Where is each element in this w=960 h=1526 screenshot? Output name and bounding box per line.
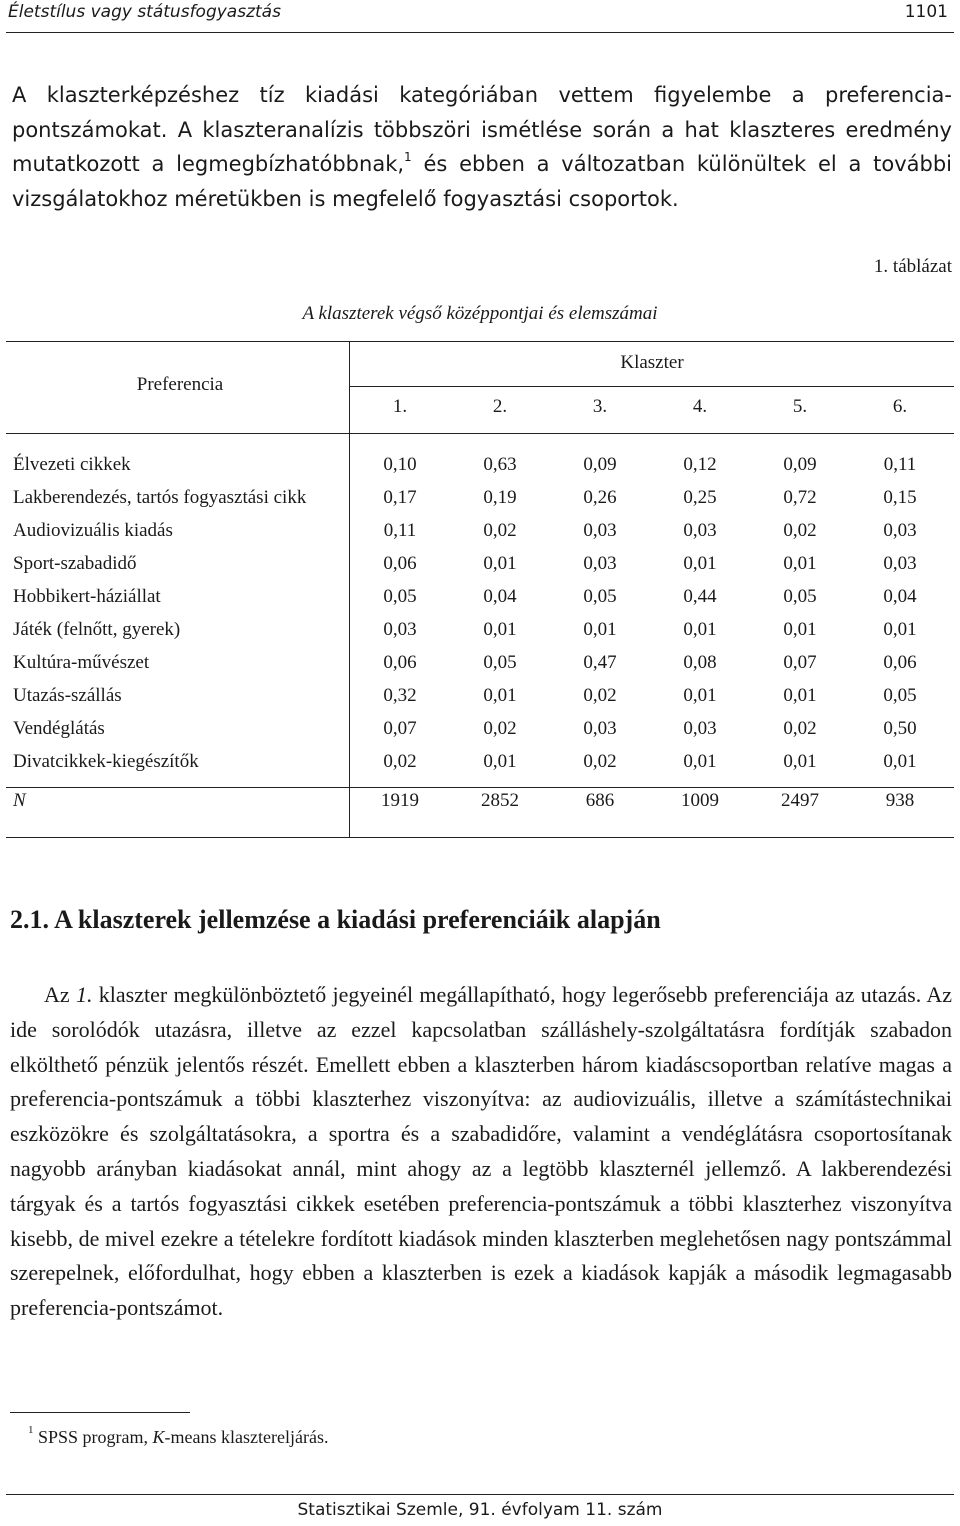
table-cell: 0,63 [483, 454, 517, 475]
table-cell: 0,02 [483, 718, 517, 739]
cluster-header-3: 3. [592, 396, 608, 417]
table-top-rule [6, 341, 954, 342]
sample-size-row [0, 786, 960, 820]
n-cell: 2497 [781, 790, 819, 811]
header-rule [6, 32, 954, 33]
table-cell: 0,05 [583, 586, 617, 607]
table-row [0, 517, 960, 550]
table-row [0, 682, 960, 715]
table-label: 1. táblázat [873, 256, 952, 277]
table-cell: 0,02 [583, 685, 617, 706]
table-cell: 0,02 [583, 751, 617, 772]
table-cell: 0,01 [483, 619, 517, 640]
table-cell: 0,01 [483, 685, 517, 706]
table-cell: 0,03 [583, 718, 617, 739]
table-cell: 0,10 [383, 454, 417, 475]
table-cell: 0,01 [483, 553, 517, 574]
row-label: Vendéglátás [13, 718, 105, 739]
row-label: Lakberendezés, tartós fogyasztási cikk [13, 487, 307, 508]
table-bottom-rule [6, 837, 954, 838]
table-cell: 0,72 [783, 487, 817, 508]
body-text-start: Az [44, 982, 76, 1007]
row-label: Kultúra-művészet [13, 652, 150, 673]
page-number: 1101 [904, 2, 948, 22]
row-label: Audiovizuális kiadás [13, 520, 173, 541]
footnote-number: 1 [28, 1424, 34, 1436]
table-cell: 0,17 [383, 487, 417, 508]
cluster-header-rule [349, 386, 954, 387]
n-cell: 1009 [681, 790, 719, 811]
n-cell: 938 [885, 790, 915, 811]
table-cell: 0,01 [683, 751, 717, 772]
table-cell: 0,01 [683, 685, 717, 706]
table-cell: 0,02 [383, 751, 417, 772]
row-label: Hobbikert-háziállat [13, 586, 161, 607]
table-cell: 0,05 [483, 652, 517, 673]
n-label: N [13, 790, 26, 811]
table-row [0, 550, 960, 583]
table-cell: 0,32 [383, 685, 417, 706]
cluster-group-header: Klaszter [620, 352, 684, 373]
table-cell: 0,03 [683, 718, 717, 739]
body-text-rest: klaszter megkülönböztető jegyeinél megállapítható, hogy legerősebb preferenciája az utazás. Az ide sorolódók utazásra, illetve az ezzel kapcsolatban szálláshely-szolgáltatásra fordítják szabadon elkölthető pénzük jelentős részét. Emellett ebben a klaszterben három kiadáscsoportban relatíve magas a preferencia-pontszámuk a többi klaszterhez viszonyítva: az audiovizuális, illetve a számítástechnikai eszközökre és szolgáltatásokra, a sportra és a szabadidőre, valamint a vendéglátásra csoportosítanak nagyobb arányban kiadásokat annál, mint ahogy az a legtöbb klaszternél jellemző. A lakberendezési tárgyak és a tartós fogyasztási cikkek esetében preferencia-pontszámuk a többi klaszterhez viszonyítva kisebb, de mivel ezekre a tételekre fordított kiadások minden klaszterben meglehetősen nagy pontszámmal szerepelnek, előfordulhat, hogy ebben a klaszterben is ezek a kiadások kapják a második legmagasabb preferencia-pontszámot. [10, 982, 952, 1321]
table-cell: 0,01 [783, 553, 817, 574]
table-cell: 0,25 [683, 487, 717, 508]
row-label: Játék (felnőtt, gyerek) [13, 619, 181, 640]
table-row [0, 715, 960, 748]
intro-text-1: A klaszterképzéshez tíz kiadási kategóriában vettem figyelembe a preferencia-pontszámokat. A klaszteranalízis többszöri ismétlése során a hat klaszteres eredmény mutatkozott a legmegbízhatóbbnak, [12, 83, 952, 176]
cluster-header-4: 4. [692, 396, 708, 417]
table-header-rule [6, 433, 954, 434]
table-cell: 0,11 [883, 454, 917, 475]
table-cell: 0,03 [583, 520, 617, 541]
row-label: Élvezeti cikkek [13, 454, 131, 475]
table-cell: 0,03 [583, 553, 617, 574]
cluster-header-2: 2. [492, 396, 508, 417]
table-row [0, 748, 960, 781]
table-cell: 0,09 [583, 454, 617, 475]
table-cell: 0,07 [383, 718, 417, 739]
table-cell: 0,01 [883, 619, 917, 640]
table-cell: 0,02 [483, 520, 517, 541]
cluster-ref: 1. [75, 982, 93, 1007]
footnote-rule [10, 1412, 190, 1413]
body-paragraph [10, 978, 952, 1326]
footnote-text-italic: K [152, 1427, 165, 1447]
table-cell: 0,05 [383, 586, 417, 607]
table-cell: 0,15 [883, 487, 917, 508]
table-cell: 0,08 [683, 652, 717, 673]
row-label: Divatcikkek-kiegészítők [13, 751, 199, 772]
table-cell: 0,11 [383, 520, 417, 541]
table-cell: 0,02 [783, 520, 817, 541]
table-cell: 0,09 [783, 454, 817, 475]
table-cell: 0,06 [383, 652, 417, 673]
cluster-number-row [350, 396, 950, 422]
table-cell: 0,02 [783, 718, 817, 739]
table-cell: 0,03 [883, 520, 917, 541]
table-cell: 0,06 [883, 652, 917, 673]
cluster-header-6: 6. [892, 396, 908, 417]
table-cell: 0,01 [783, 685, 817, 706]
table-cell: 0,03 [683, 520, 717, 541]
footnote-text-1: SPSS program, [38, 1427, 153, 1447]
table-cell: 0,04 [883, 586, 917, 607]
preference-column-header: Preferencia [136, 374, 224, 395]
table-row [0, 583, 960, 616]
table-row [0, 616, 960, 649]
table-cell: 0,03 [383, 619, 417, 640]
cluster-header-5: 5. [792, 396, 808, 417]
footnote-text-2: -means klasztereljárás. [164, 1427, 329, 1447]
table-row [0, 451, 960, 484]
table-cell: 0,26 [583, 487, 617, 508]
footnote [28, 1424, 329, 1448]
table-cell: 0,04 [483, 586, 517, 607]
table-cell: 0,05 [883, 685, 917, 706]
cluster-header-1: 1. [392, 396, 408, 417]
table-cell: 0,19 [483, 487, 517, 508]
table-cell: 0,01 [683, 619, 717, 640]
table-cell: 0,06 [383, 553, 417, 574]
footnote-ref[interactable]: 1 [404, 150, 412, 164]
intro-paragraph [12, 78, 952, 216]
table-cell: 0,50 [883, 718, 917, 739]
table-cell: 0,01 [683, 553, 717, 574]
n-cell: 1919 [381, 790, 419, 811]
row-label: Sport-szabadidő [13, 553, 137, 574]
table-title: A klaszterek végső középpontjai és elemszámai [302, 303, 658, 324]
table-cell: 0,03 [883, 553, 917, 574]
running-footer: Statisztikai Szemle, 91. évfolyam 11. szám [297, 1500, 663, 1520]
table-cell: 0,07 [783, 652, 817, 673]
table-cell: 0,01 [583, 619, 617, 640]
table-row [0, 649, 960, 682]
table-cell: 0,01 [783, 619, 817, 640]
table-cell: 0,44 [683, 586, 717, 607]
table-cell: 0,47 [583, 652, 617, 673]
row-label: Utazás-szállás [13, 685, 122, 706]
section-heading: 2.1. A klaszterek jellemzése a kiadási preferenciáik alapján [10, 905, 661, 934]
n-cell: 686 [585, 790, 615, 811]
table-cell: 0,01 [883, 751, 917, 772]
footer-rule [6, 1494, 954, 1495]
table-cell: 0,12 [683, 454, 717, 475]
table-row [0, 484, 960, 517]
table-cell: 0,01 [483, 751, 517, 772]
table-cell: 0,05 [783, 586, 817, 607]
intro-text-2: és ebben a változatban különültek el a további vizsgálatokhoz méretükben is megfelelő fogyasztási csoportok. [12, 152, 952, 211]
n-cell: 2852 [481, 790, 519, 811]
running-header-title: Életstílus vagy státusfogyasztás [8, 2, 281, 22]
table-cell: 0,01 [783, 751, 817, 772]
